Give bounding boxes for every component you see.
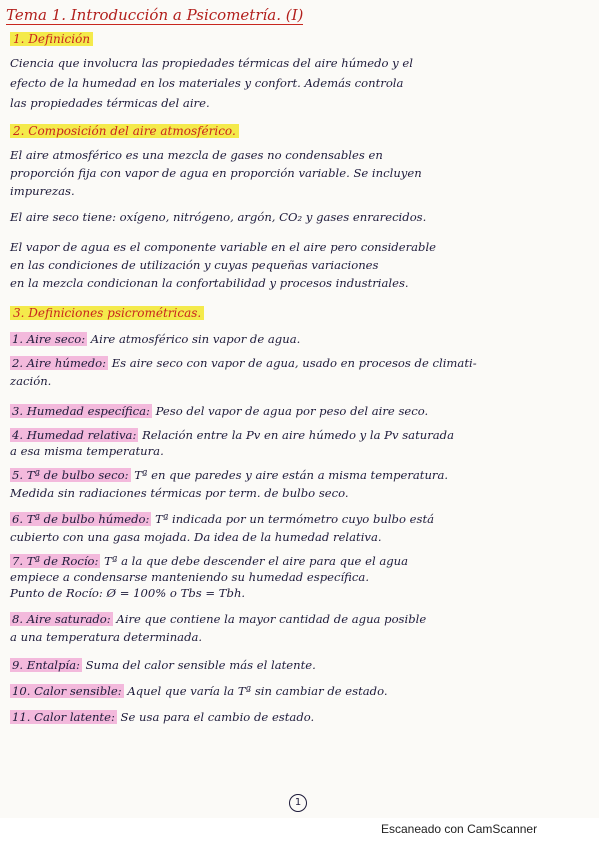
section-2-line: impurezas. [10, 184, 75, 198]
section-1-heading-text: 1. Definición [10, 32, 93, 46]
definition-text: cubierto con una gasa mojada. Da idea de la humedad relativa. [10, 530, 382, 544]
definition-text: Aire atmosférico sin vapor de agua. [90, 332, 301, 346]
section-2-heading [10, 124, 239, 138]
definition-text: Suma del calor sensible más el latente. [85, 658, 316, 672]
definition-text: Peso del vapor de agua por peso del aire seco. [155, 404, 429, 418]
definition-text: zación. [10, 374, 52, 388]
definition-item [10, 710, 314, 724]
page-title: Tema 1. Introducción a Psicometría. (I) [6, 6, 304, 24]
definition-term: 9. Entalpía: [12, 658, 80, 672]
definition-text: Medida sin radiaciones térmicas por term. de bulbo seco. [10, 486, 349, 500]
section-2-line: en las condiciones de utilización y cuyas pequeñas variaciones [10, 258, 379, 272]
definition-item [10, 612, 426, 626]
definition-text: Tª indicada por un termómetro cuyo bulbo está [155, 512, 435, 526]
scanner-watermark: Escaneado con CamScanner [381, 822, 538, 836]
page-number: 1 [289, 794, 307, 812]
definition-item [10, 428, 454, 442]
definition-term: 5. Tª de bulbo seco: [12, 468, 129, 482]
definition-text: Es aire seco con vapor de agua, usado en procesos de climati- [111, 356, 477, 370]
definition-term: 3. Humedad específica: [12, 404, 150, 418]
section-2-heading-text: 2. Composición del aire atmosférico. [10, 124, 239, 138]
section-1-line: las propiedades térmicas del aire. [10, 96, 210, 110]
definition-text: Se usa para el cambio de estado. [120, 710, 315, 724]
section-2-line: en la mezcla condicionan la confortabilidad y procesos industriales. [10, 276, 409, 290]
section-2-line: El vapor de agua es el componente variable en el aire pero considerable [10, 240, 437, 254]
definition-term: 4. Humedad relativa: [12, 428, 137, 442]
definition-term: 7. Tª de Rocío: [12, 554, 99, 568]
definition-text: Punto de Rocío: Ø = 100% o Tbs = Tbh. [10, 586, 246, 600]
definition-item [10, 512, 434, 526]
definition-text: Aquel que varía la Tª sin cambiar de estado. [127, 684, 388, 698]
definition-item [10, 332, 300, 346]
definition-item [10, 356, 477, 370]
section-3-heading-text: 3. Definiciones psicrométricas. [10, 306, 204, 320]
definition-text: Relación entre la Pv en aire húmedo y la Pv saturada [142, 428, 454, 442]
definition-text: a esa misma temperatura. [10, 444, 164, 458]
section-2-line: El aire seco tiene: oxígeno, nitrógeno, argón, CO₂ y gases enrarecidos. [10, 210, 427, 224]
definition-text: Tª a la que debe descender el aire para que el agua [104, 554, 409, 568]
definition-text: empiece a condensarse manteniendo su humedad específica. [10, 570, 370, 584]
definition-item [10, 554, 408, 568]
definition-item [10, 468, 448, 482]
definition-item [10, 404, 428, 418]
definition-term: 8. Aire saturado: [12, 612, 111, 626]
section-1-line: Ciencia que involucra las propiedades térmicas del aire húmedo y el [10, 56, 413, 70]
definition-term: 11. Calor latente: [12, 710, 115, 724]
section-1-heading [10, 32, 93, 46]
definition-term: 6. Tª de bulbo húmedo: [12, 512, 150, 526]
definition-item [10, 684, 388, 698]
section-2-line: proporción fija con vapor de agua en proporción variable. Se incluyen [10, 166, 422, 180]
definition-term: 1. Aire seco: [12, 332, 86, 346]
definition-term: 10. Calor sensible: [12, 684, 122, 698]
section-2-line: El aire atmosférico es una mezcla de gases no condensables en [10, 148, 383, 162]
definition-text: Aire que contiene la mayor cantidad de agua posible [116, 612, 427, 626]
definition-item [10, 658, 316, 672]
section-1-line: efecto de la humedad en los materiales y confort. Además controla [10, 76, 404, 90]
section-3-heading [10, 306, 204, 320]
definition-text: a una temperatura determinada. [10, 630, 203, 644]
definition-text: Tª en que paredes y aire están a misma temperatura. [134, 468, 449, 482]
definition-term: 2. Aire húmedo: [12, 356, 107, 370]
